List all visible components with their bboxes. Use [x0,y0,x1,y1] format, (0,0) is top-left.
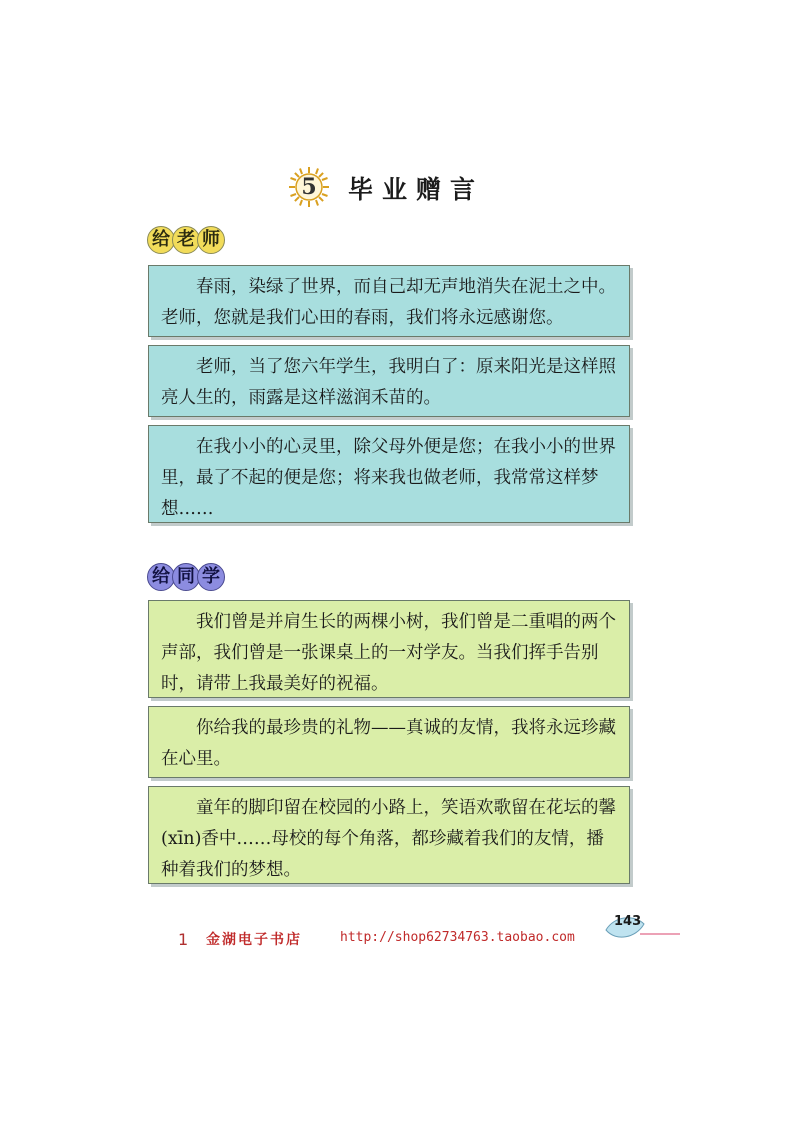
lesson-title: 毕业赠言 [348,175,485,204]
classmates-message-text: 童年的脚印留在校园的小路上，笑语欢歌留在花坛的馨(xīn)香中……母校的每个角落，都珍藏着我们的友情，播种着我们的梦想。 [161,798,616,880]
classmates-message-box [148,786,630,884]
section-label-char: 学 [197,563,225,591]
section-label-char: 给 [147,226,175,254]
classmates-message-text: 我们曾是并肩生长的两棵小树，我们曾是二重唱的两个声部，我们曾是一张课桌上的一对学友。当我们挥手告别时，请带上我最美好的祝福。 [161,612,616,694]
section-label-char: 同 [172,563,200,591]
page-number: 143 [614,914,642,929]
lesson-number: 5 [301,174,317,200]
teacher-message-text: 老师，当了您六年学生，我明白了：原来阳光是这样照亮人生的，雨露是这样滋润禾苗的。 [161,357,616,408]
teacher-message-box [148,345,630,417]
classmates-message-text: 你给我的最珍贵的礼物——真诚的友情，我将永远珍藏在心里。 [161,718,616,769]
footer-store-name: 金湖电子书店 [206,932,302,948]
lesson-header [288,166,528,210]
teacher-message-box [148,265,630,337]
section-label-char: 给 [147,563,175,591]
section-label-char: 老 [172,226,200,254]
teacher-message-text: 春雨，染绿了世界，而自己却无声地消失在泥土之中。老师，您就是我们心田的春雨，我们将永远感谢您。 [161,277,616,328]
footer-url: http://shop62734763.taobao.com [340,930,575,945]
teacher-message-text: 在我小小的心灵里，除父母外便是您；在我小小的世界里，最了不起的便是您；将来我也做老师，我常常这样梦想…… [161,437,616,519]
section-label-classmates [147,563,222,591]
section-label-char: 师 [197,226,225,254]
classmates-message-box [148,706,630,778]
section-label-teacher [147,226,222,254]
footer-mark: 1 [178,930,189,949]
classmates-message-box [148,600,630,698]
teacher-message-box [148,425,630,523]
